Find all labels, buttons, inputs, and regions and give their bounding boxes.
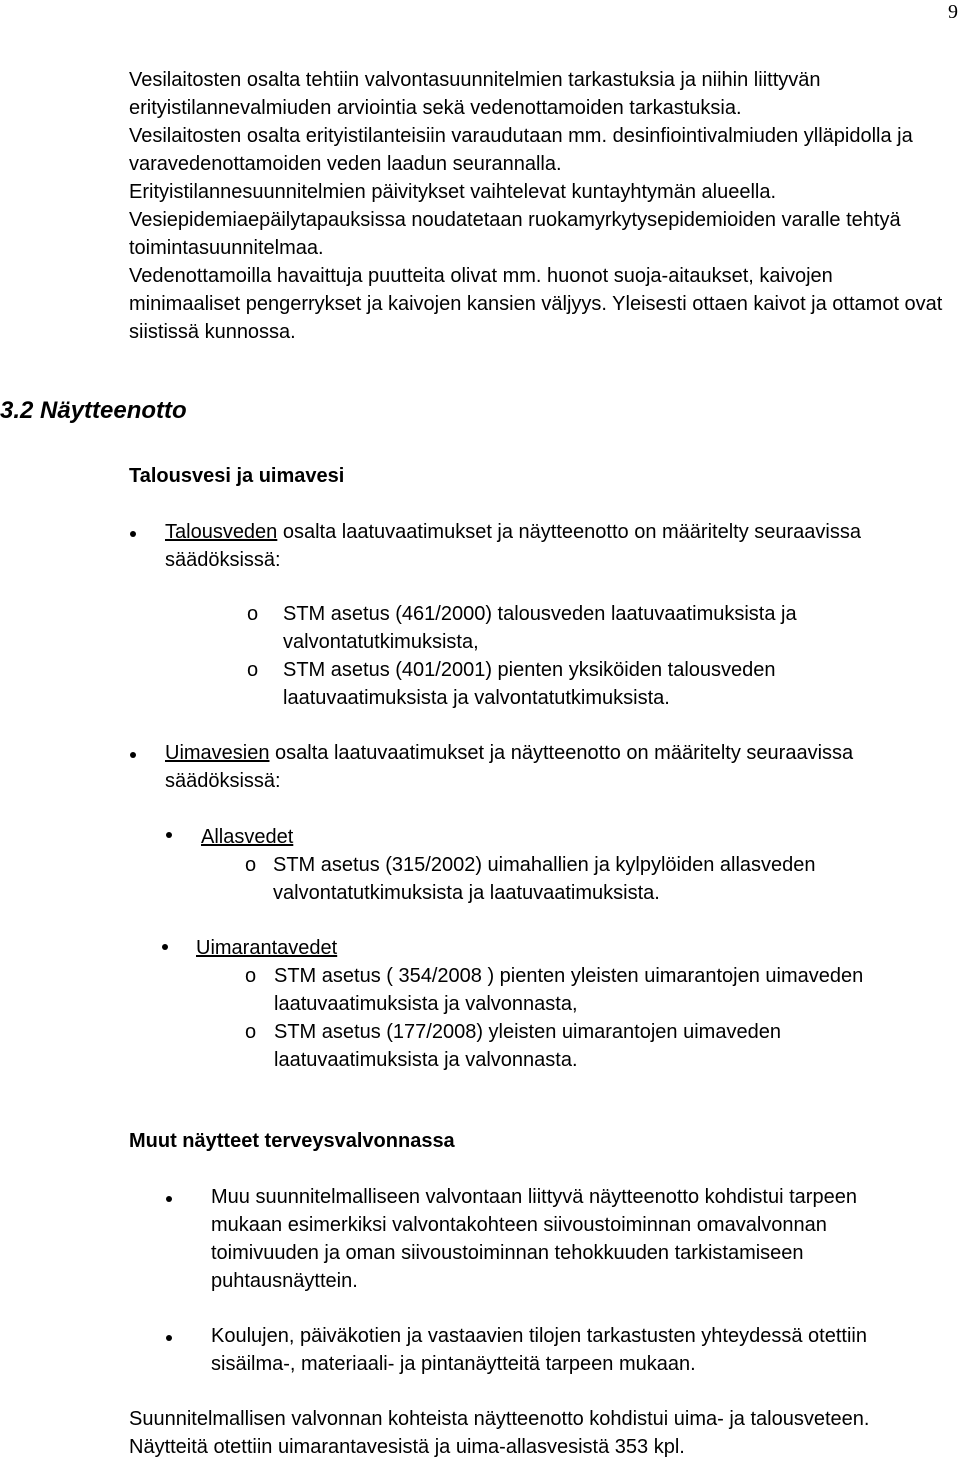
- beaches-label: Uimarantavedet: [196, 937, 338, 959]
- closing-paragraph: Suunnitelmallisen valvonnan kohteista näytteenotto kohdistui uima- ja talousveteen. Näytteitä otettiin uimarantavesistä ja uima-allasvesistä 353 kpl.: [129, 1408, 870, 1458]
- other-sample-item: Muu suunnitelmalliseen valvontaan liittyvä näytteenotto kohdistui tarpeen mukaan esimerkiksi valvontakohteen siivoustoiminnan omavalvonnan toimivuuden ja oman siivoustoiminnan tehokkuuden tarkistamiseen puhtausnäyttein.: [211, 1186, 857, 1292]
- bullet-icon: [166, 1196, 172, 1202]
- circle-bullet-icon: o: [247, 659, 259, 681]
- bathing-water-item: [165, 739, 925, 795]
- regulation-item: STM asetus ( 354/2008 ) pienten yleisten uimarantojen uimaveden laatuvaatimuksista ja valvonnasta,: [274, 965, 864, 1015]
- regulation-item: STM asetus (177/2008) yleisten uimarantojen uimaveden laatuvaatimuksista ja valvonnasta.: [274, 1021, 781, 1071]
- household-water-item: [165, 518, 925, 574]
- bullet-icon: [166, 832, 172, 838]
- section-heading: 3.2 Näytteenotto: [0, 397, 187, 424]
- household-water-text: osalta laatuvaatimukset ja näytteenotto on määritelty seuraavissa säädöksissä:: [165, 521, 861, 571]
- bathing-water-term: Uimavesien: [165, 742, 270, 764]
- intro-paragraph: Vedenottamoilla havaittuja puutteita olivat mm. huonot suoja-aitaukset, kaivojen minimaaliset pengerrykset ja kaivojen kansien väljyys. Yleisesti ottaen kaivot ja ottamot ovat siistissä kunnossa.: [129, 265, 943, 343]
- page-number: 9: [948, 1, 958, 23]
- other-samples-heading: Muut näytteet terveysvalvonnassa: [129, 1130, 455, 1152]
- water-heading: Talousvesi ja uimavesi: [129, 465, 345, 487]
- intro-paragraph: Vesilaitosten osalta erityistilanteisiin varaudutaan mm. desinfiointivalmiuden ylläpidolla ja varavedenottamoiden veden laadun seurannalla.: [129, 125, 913, 175]
- intro-paragraph: Erityistilannesuunnitelmien päivitykset vaihtelevat kuntayhtymän alueella.: [129, 181, 777, 203]
- household-water-term: Talousveden: [165, 521, 278, 543]
- other-sample-item: Koulujen, päiväkotien ja vastaavien tilojen tarkastusten yhteydessä otettiin sisäilma-, materiaali- ja pintanäytteitä tarpeen mukaan.: [211, 1325, 867, 1375]
- circle-bullet-icon: o: [245, 965, 257, 987]
- bullet-icon: [162, 944, 168, 950]
- intro-paragraph: Vesilaitosten osalta tehtiin valvontasuunnitelmien tarkastuksia ja niihin liittyvän erityistilannevalmiuden arviointia sekä vedenottamoiden tarkastuksia.: [129, 69, 821, 119]
- circle-bullet-icon: o: [245, 1021, 257, 1043]
- intro-text: [129, 66, 949, 346]
- pools-label: Allasvedet: [201, 826, 294, 848]
- bathing-water-text: osalta laatuvaatimukset ja näytteenotto on määritelty seuraavissa säädöksissä:: [165, 742, 854, 792]
- bullet-icon: [130, 531, 136, 537]
- regulation-item: STM asetus (461/2000) talousveden laatuvaatimuksista ja valvontatutkimuksista,: [283, 603, 797, 653]
- bullet-icon: [130, 752, 136, 758]
- circle-bullet-icon: o: [245, 854, 257, 876]
- circle-bullet-icon: o: [247, 603, 259, 625]
- intro-paragraph: Vesiepidemiaepäilytapauksissa noudatetaan ruokamyrkytysepidemioiden varalle tehtyä toimintasuunnitelmaa.: [129, 209, 901, 259]
- bullet-icon: [166, 1335, 172, 1341]
- regulation-item: STM asetus (315/2002) uimahallien ja kylpylöiden allasveden valvontatutkimuksista ja laatuvaatimuksista.: [273, 854, 816, 904]
- regulation-item: STM asetus (401/2001) pienten yksiköiden talousveden laatuvaatimuksista ja valvontatutkimuksista.: [283, 659, 776, 709]
